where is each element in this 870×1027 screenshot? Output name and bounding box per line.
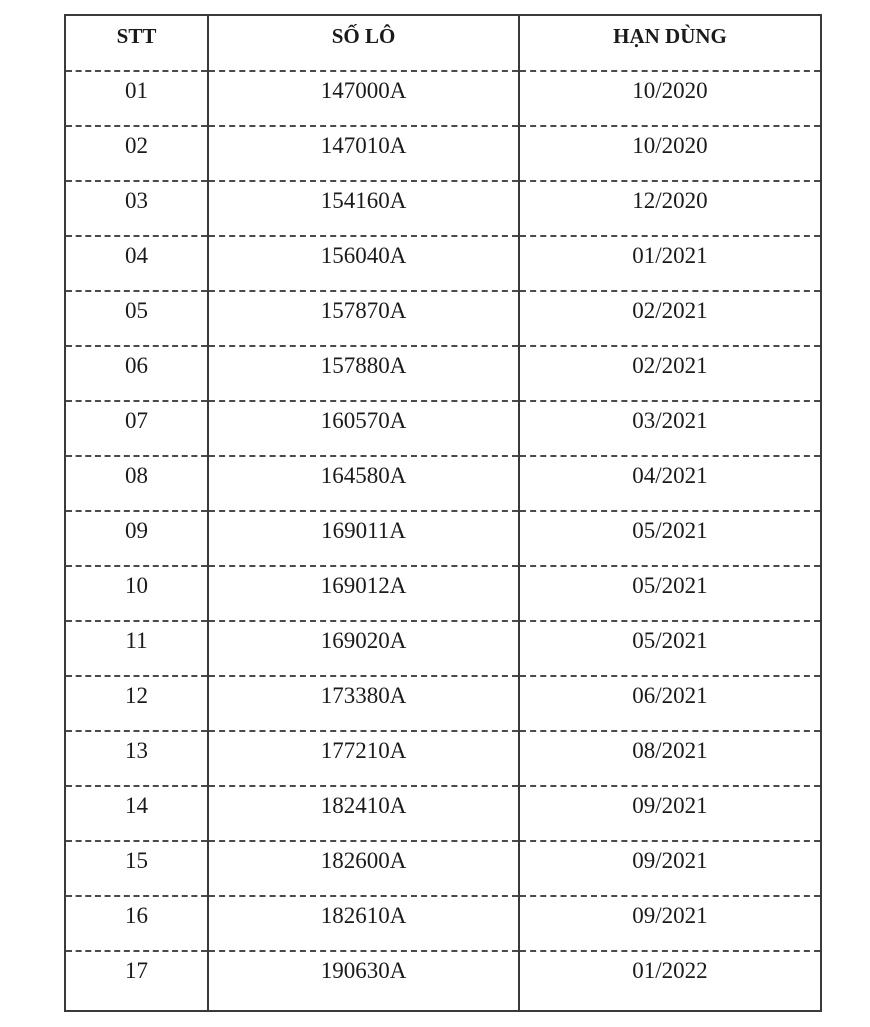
table-row xyxy=(66,786,820,841)
cell-stt: 17 xyxy=(66,951,208,1012)
table-row xyxy=(66,896,820,951)
table-row xyxy=(66,951,820,1012)
table-row xyxy=(66,346,820,401)
cell-lot-number: 147010A xyxy=(208,126,519,181)
cell-lot-number: 169012A xyxy=(208,566,519,621)
cell-expiry-date: 12/2020 xyxy=(519,181,820,236)
cell-stt: 06 xyxy=(66,346,208,401)
cell-stt: 08 xyxy=(66,456,208,511)
cell-stt: 14 xyxy=(66,786,208,841)
table-row xyxy=(66,511,820,566)
lot-table-frame xyxy=(64,14,822,1012)
table-row xyxy=(66,126,820,181)
cell-expiry-date: 04/2021 xyxy=(519,456,820,511)
cell-stt: 05 xyxy=(66,291,208,346)
table-row xyxy=(66,71,820,126)
table-row xyxy=(66,731,820,786)
cell-expiry-date: 09/2021 xyxy=(519,786,820,841)
cell-stt: 03 xyxy=(66,181,208,236)
header-expiry-date: HẠN DÙNG xyxy=(519,16,820,71)
cell-lot-number: 147000A xyxy=(208,71,519,126)
cell-stt: 13 xyxy=(66,731,208,786)
table-header-row xyxy=(66,16,820,71)
cell-expiry-date: 01/2022 xyxy=(632,958,708,983)
cell-stt: 01 xyxy=(66,71,208,126)
cell-lot-number: 164580A xyxy=(208,456,519,511)
cell-expiry-date: 05/2021 xyxy=(519,566,820,621)
cell-expiry-date: 03/2021 xyxy=(519,401,820,456)
cell-lot-number: 169020A xyxy=(208,621,519,676)
cell-lot-number: 157870A xyxy=(208,291,519,346)
cell-expiry-date: 02/2021 xyxy=(519,346,820,401)
header-lot-number: SỐ LÔ xyxy=(208,16,519,71)
cell-lot-number: 182600A xyxy=(208,841,519,896)
table-row xyxy=(66,291,820,346)
cell-lot-number: 157880A xyxy=(208,346,519,401)
table-row xyxy=(66,401,820,456)
cell-expiry-date: 05/2021 xyxy=(519,621,820,676)
cell-stt: 07 xyxy=(66,401,208,456)
cell-lot-number: 182610A xyxy=(208,896,519,951)
cell-lot-number: 154160A xyxy=(208,181,519,236)
cell-expiry-date: 09/2021 xyxy=(519,896,820,951)
cell-expiry-date: 10/2020 xyxy=(519,126,820,181)
table-row xyxy=(66,181,820,236)
cell-stt: 16 xyxy=(66,896,208,951)
cell-expiry-date: 08/2021 xyxy=(519,731,820,786)
cell-stt: 09 xyxy=(66,511,208,566)
cell-stt: 12 xyxy=(66,676,208,731)
cell-expiry-date: 02/2021 xyxy=(519,291,820,346)
cell-lot-number: 160570A xyxy=(208,401,519,456)
table-row xyxy=(66,566,820,621)
table-row xyxy=(66,841,820,896)
table-row xyxy=(66,621,820,676)
cell-stt: 10 xyxy=(66,566,208,621)
cell-lot-number: 190630A xyxy=(208,951,519,1012)
cell-stt: 15 xyxy=(66,841,208,896)
header-stt: STT xyxy=(66,16,208,71)
cell-expiry-date: 09/2021 xyxy=(519,841,820,896)
cell-lot-number: 177210A xyxy=(208,731,519,786)
cell-stt: 02 xyxy=(66,126,208,181)
cell-expiry-date: 10/2020 xyxy=(519,71,820,126)
cell-lot-number: 169011A xyxy=(208,511,519,566)
cell-stt: 04 xyxy=(66,236,208,291)
cell-expiry-date: 01/2021 xyxy=(519,236,820,291)
cell-lot-number: 156040A xyxy=(208,236,519,291)
table-row xyxy=(66,676,820,731)
cell-stt: 11 xyxy=(66,621,208,676)
cell-lot-number: 182410A xyxy=(208,786,519,841)
cell-expiry-date: 06/2021 xyxy=(519,676,820,731)
table-row xyxy=(66,456,820,511)
table-row xyxy=(66,236,820,291)
lot-table xyxy=(66,16,820,1012)
cell-lot-number: 173380A xyxy=(208,676,519,731)
cell-expiry-date: 05/2021 xyxy=(519,511,820,566)
